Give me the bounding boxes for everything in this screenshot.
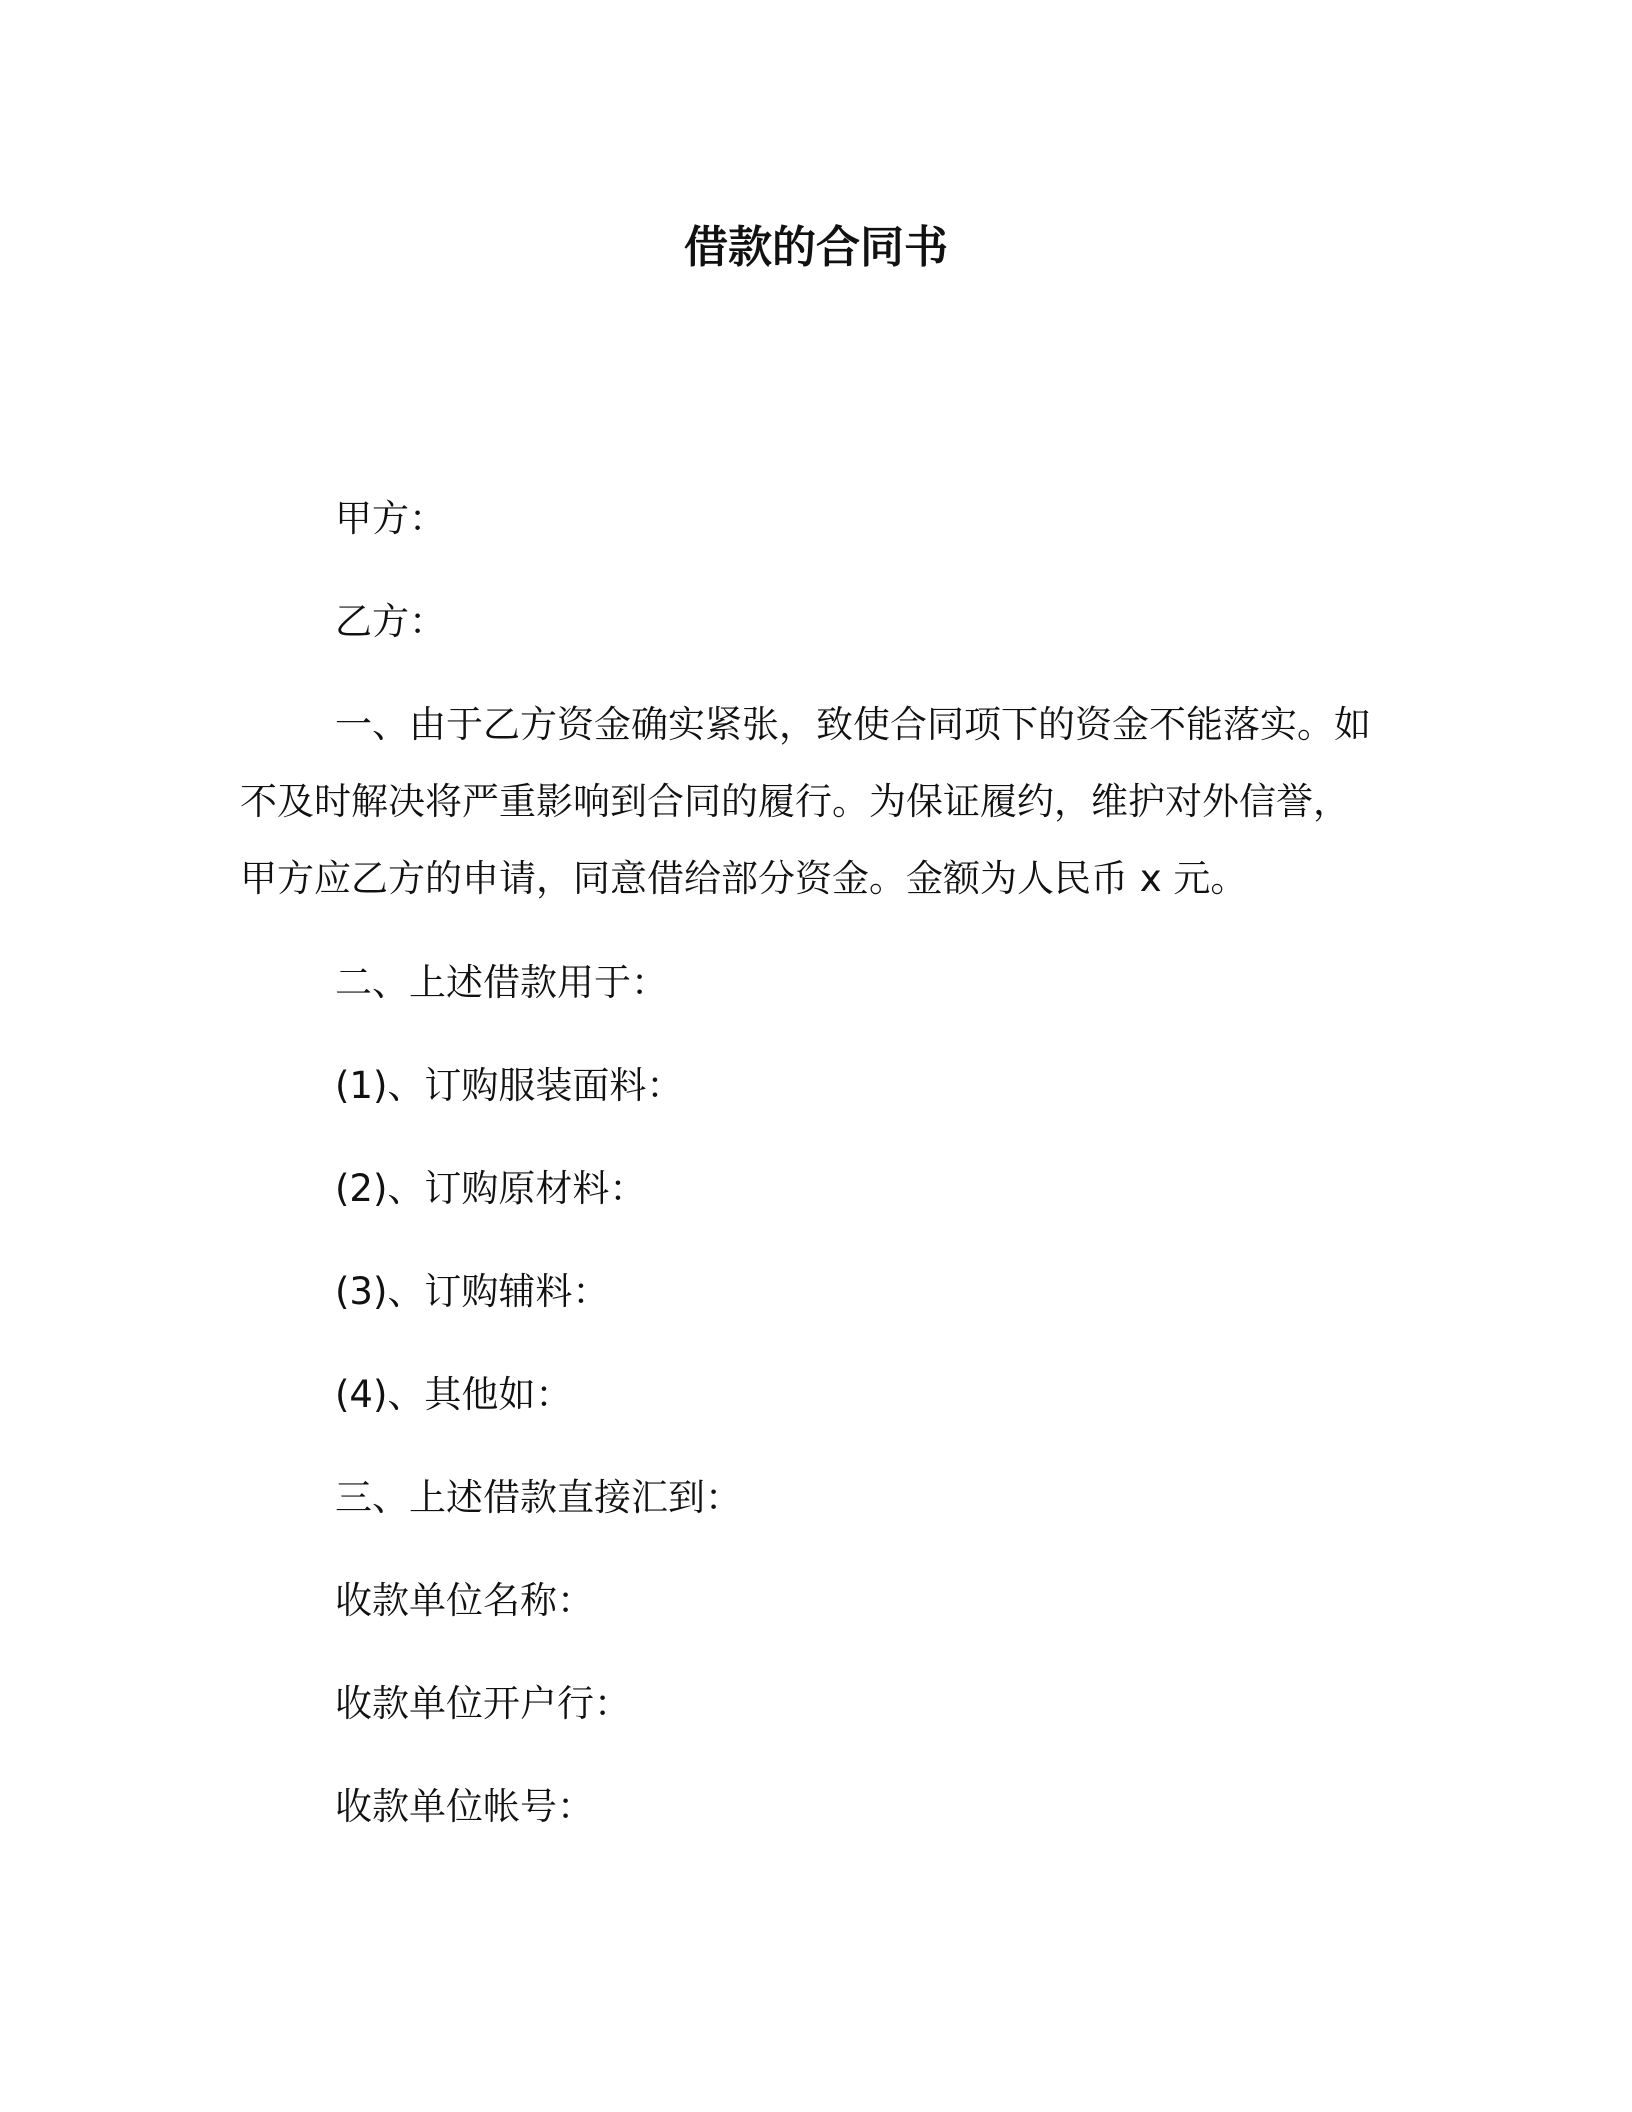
clause-one-line-2: 不及时解决将严重影响到合同的履行。为保证履约，维护对外信誉，	[240, 780, 1350, 823]
clause-three-heading: 三、上述借款直接汇到：	[335, 1476, 742, 1519]
party-a-label: 甲方：	[335, 497, 446, 540]
payee-bank-label: 收款单位开户行：	[335, 1682, 631, 1725]
clause-one-line-3: 甲方应乙方的申请，同意借给部分资金。金额为人民币 x 元。	[240, 857, 1248, 900]
clause-one-line-1: 一、由于乙方资金确实紧张，致使合同项下的资金不能落实。如	[335, 703, 1371, 746]
party-b-label: 乙方：	[335, 600, 446, 643]
use-item-2: (2)、订购原材料：	[335, 1167, 647, 1210]
payee-name-label: 收款单位名称：	[335, 1579, 594, 1622]
clause-one-paragraph	[240, 686, 1380, 917]
use-item-1: (1)、订购服装面料：	[335, 1064, 684, 1107]
clause-two-heading: 二、上述借款用于：	[335, 961, 668, 1004]
use-item-4: (4)、其他如：	[335, 1373, 573, 1416]
use-item-3: (3)、订购辅料：	[335, 1270, 610, 1313]
document-title: 借款的合同书	[684, 222, 948, 273]
payee-account-label: 收款单位帐号：	[335, 1785, 594, 1828]
